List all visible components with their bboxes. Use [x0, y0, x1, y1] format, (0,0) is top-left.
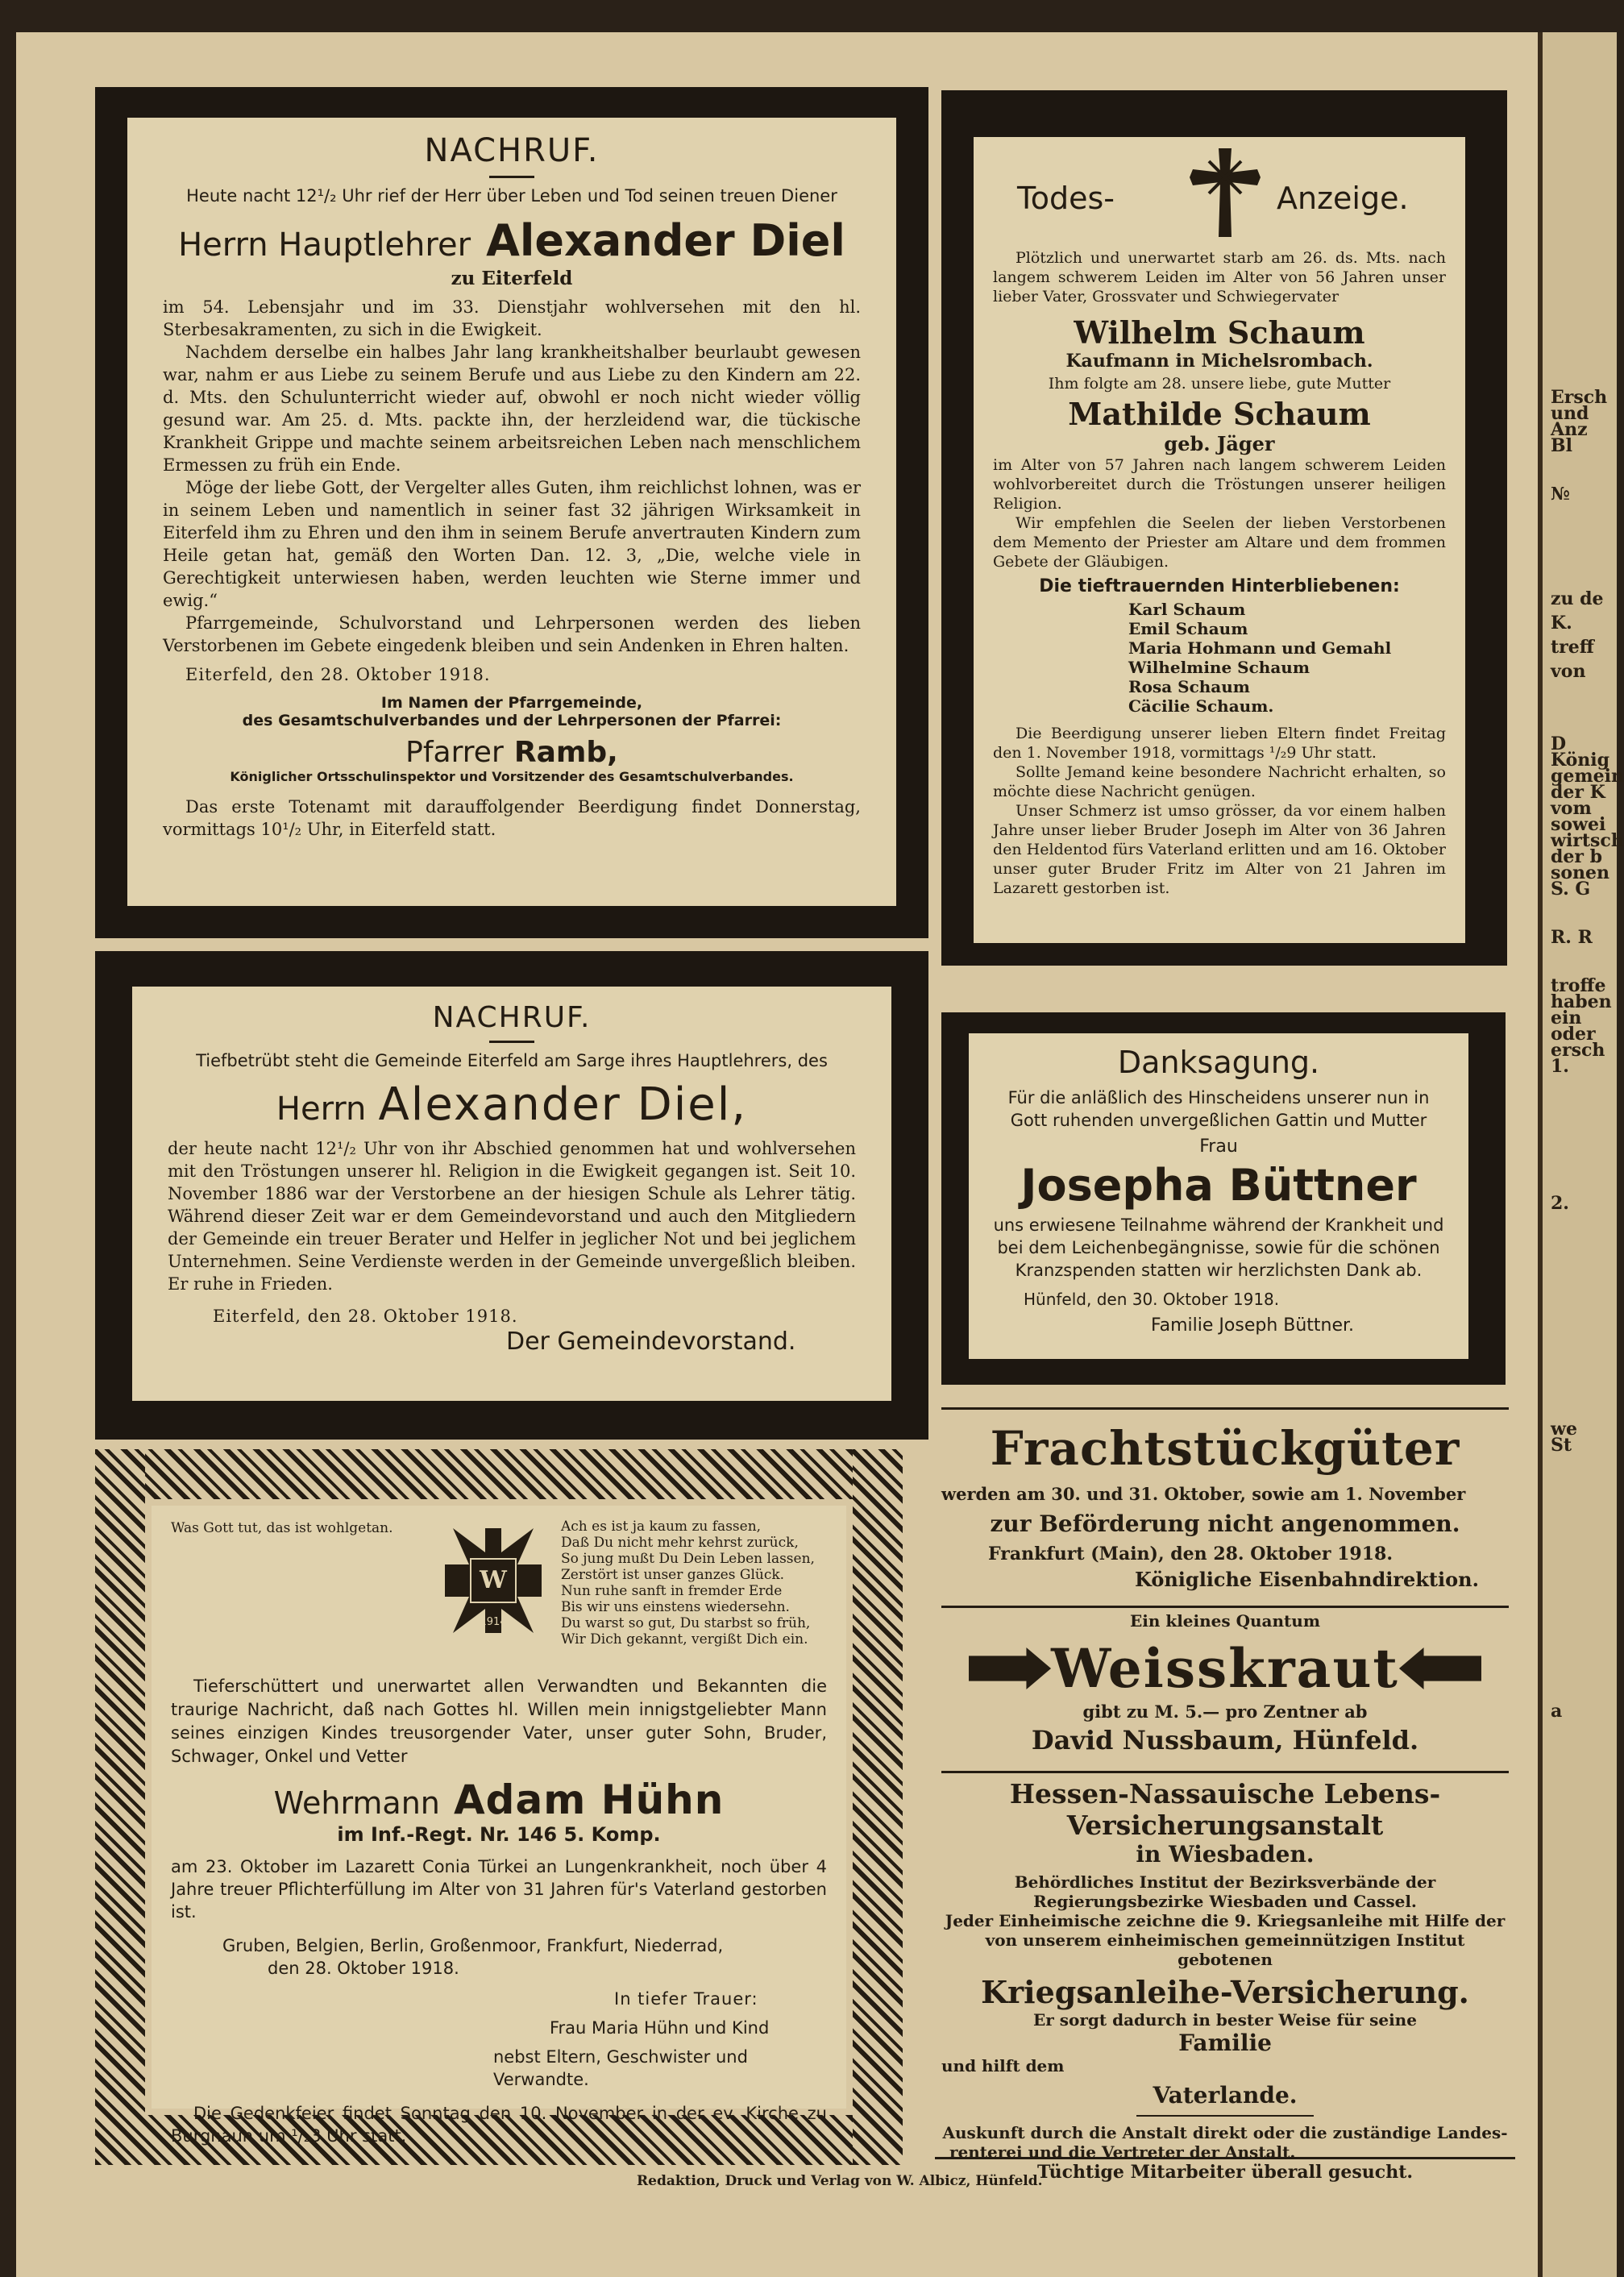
next-page-fragment: zu de [1551, 588, 1604, 609]
iron-cross-icon [437, 1520, 550, 1641]
todes-para3: Die Beerdigung unserer lieben Eltern findet Freitag den 1. November 1918, vormittags ¹/₂9 Uhr statt. [993, 725, 1446, 762]
nachruf1-para1: im 54. Lebensjahr und im 33. Dienstjahr wohlversehen mit den hl. Sterbesakramenten, zu sich in die Ewigkeit. [163, 297, 861, 339]
nachruf-diel-gemeinde [95, 951, 928, 1440]
versich-familie: Familie [1178, 2030, 1272, 2056]
huehn-name-line [171, 1776, 827, 1823]
next-page-fragment: we [1551, 1419, 1577, 1440]
next-page-fragment: treff [1551, 637, 1594, 658]
next-page-fragment: St [1551, 1435, 1572, 1456]
next-page-fragment: der b [1551, 846, 1603, 867]
nachruf1-para2: Nachdem derselbe ein halbes Jahr lang krankheitshalber beurlaubt gewesen war, nahm er aus Liebe zu seinem Berufe und aus Liebe zu den Kindern am 22. d. Mts. den Schulunterricht wieder auf, obwohl er noch nicht wieder völlig gesund war. Am 25. d. Mts. packte ihn, der herzleidend war, die tückische Krankheit Grippe und machte seinem arbeitsreichen Leben nach menschlichem Ermessen zu früh ein Ende. [163, 343, 861, 475]
versich-title: Hessen-Nassauische Lebens-Versicherungsanstalt [1009, 1778, 1441, 1841]
weiss-title: Weisskraut [1051, 1637, 1399, 1700]
poem-line: Zerstört ist unser ganzes Glück. [561, 1567, 785, 1583]
versich-headline: Kriegsanleihe-Versicherung. [981, 1974, 1469, 2010]
weiss-seller: David Nussbaum, Hünfeld. [1031, 1725, 1419, 1756]
huehn-poem [561, 1519, 815, 1648]
next-page-fragment: gemein [1551, 766, 1624, 787]
mourner-name: Emil Schaum [1128, 619, 1248, 638]
footer-rule [935, 2157, 1515, 2159]
todes-follow: Ihm folgte am 28. unsere liebe, gute Mutter [1048, 375, 1391, 393]
next-page-fragment: Ersch [1551, 387, 1608, 408]
next-page-fragment: № [1551, 484, 1570, 505]
next-page-fragment: wirtsch [1551, 830, 1624, 851]
dank-signer: Familie Joseph Büttner. [1151, 1315, 1355, 1336]
iron-cross-year: 1914 [480, 1616, 507, 1628]
poem-line: Nun ruhe sanft in fremder Erde [561, 1583, 783, 1599]
versich-vaterland: Vaterlande. [1153, 2082, 1298, 2109]
next-page-fragment: haben [1551, 991, 1612, 1012]
versich-l6: und hilft dem [941, 2056, 1065, 2075]
next-page-fragment: der K [1551, 782, 1605, 803]
next-page-fragment: troffe [1551, 975, 1606, 996]
next-page-fragment: König [1551, 750, 1610, 771]
next-page-fragment: Anz [1551, 419, 1588, 440]
anzeige-versicherungsanstalt [941, 1773, 1509, 2183]
versich-l1: Behördliches Institut der Bezirksverbände der [1014, 1872, 1436, 1892]
nachruf2-para: der heute nacht 12¹/₂ Uhr von ihr Abschied genommen hat und wohlversehen mit den Tröstungen unserer hl. Religion in die Ewigkeit gegangen ist. Seit 10. November 1886 war der Verstorbene an der hiesigen Schule als Lehrer tätig. Während dieser Zeit war er dem Gemeindevorstand und auch den Mitgliedern der Gemeinde ein treuer Berater und Helfer in jeglicher Not und bei jeglichem Unternehmen. Seine Verdienste werden in der Gemeinde unvergeßlich bleiben. Er ruhe in Frieden. [168, 1139, 856, 1294]
next-page-fragment: und [1551, 403, 1589, 424]
nachruf1-para4: Pfarrgemeinde, Schulvorstand und Lehrpersonen werden des lieben Verstorbenen im Gebete eingedenk bleiben und sein Andenken in Ehren halten. [163, 613, 861, 655]
next-page-fragment: a [1551, 1701, 1563, 1722]
huehn-widow: Frau Maria Hühn und Kind [550, 2018, 770, 2038]
huehn-name-prefix: Wehrmann [273, 1785, 440, 1821]
todes-para1: im Alter von 57 Jahren nach langem schwerem Leiden wohlvorbereitet durch die Tröstungen unserer heiligen Religion. [993, 456, 1446, 513]
versich-l8: renterei und die Vertreter der Anstalt. [949, 2142, 1296, 2162]
todes-mourners-title: Die tieftrauernden Hinterbliebenen: [1039, 576, 1400, 596]
todes-para5: Unser Schmerz ist umso grösser, da vor einem halben Jahre unser lieber Bruder Joseph im Alter von 36 Jahren den Heldentod fürs Vaterland erlitten und am 16. Oktober unser guter Bruder Fritz im Alter von 21 Jahren im Lazarett gestorben ist. [993, 802, 1446, 897]
todes-anzeige-schaum [941, 90, 1507, 966]
next-page-fragment: sonen [1551, 862, 1610, 883]
versich-l4: von unserem einheimischen gemeinnützigen Institut gebotenen [985, 1930, 1465, 1969]
nachruf1-name-prefix: Herrn Hauptlehrer [178, 226, 471, 264]
next-page-fragment: von [1551, 661, 1586, 682]
next-page-fragment: oder [1551, 1024, 1596, 1045]
versich-l2: Regierungsbezirke Wiesbaden und Cassel. [1033, 1892, 1417, 1911]
dank-intro: Für die anläßlich des Hinscheidens unserer nun in Gott ruhenden unvergeßlichen Gattin und Mutter [1007, 1088, 1430, 1130]
anzeige-frachtstueckgueter [941, 1407, 1509, 1611]
poem-line: Ach es ist ja kaum zu fassen, [561, 1519, 762, 1535]
nachruf1-on-behalf-1: Im Namen der Pfarrgemeinde, [380, 694, 643, 712]
nachruf1-dateline: Eiterfeld, den 28. Oktober 1918. [185, 665, 491, 684]
nachruf1-signer: Ramb, [513, 736, 618, 769]
todes-name1: Wilhelm Schaum [1074, 314, 1365, 351]
dank-dateline: Hünfeld, den 30. Oktober 1918. [1024, 1290, 1280, 1309]
next-page-fragment: Bl [1551, 435, 1572, 456]
weiss-title-row [941, 1637, 1509, 1700]
next-page-fragment: sowei [1551, 814, 1606, 835]
fracht-line2: zur Beförderung nicht angenommen. [990, 1510, 1460, 1537]
nachruf-diel-pfarrei [95, 87, 928, 938]
next-page-fragment: K. [1551, 613, 1572, 634]
next-page-edge [1538, 32, 1624, 2277]
todes-name1-sub: Kaufmann in Michelsrombach. [1065, 351, 1373, 372]
next-page-fragment: 1. [1551, 1056, 1569, 1077]
huehn-regiment: im Inf.-Regt. Nr. 146 5. Komp. [337, 1823, 661, 1846]
todes-name2: Mathilde Schaum [1068, 396, 1371, 432]
todes-title-left: Todes- [1017, 181, 1115, 216]
next-page-fragment: vom [1551, 798, 1592, 819]
anzeige-weisskraut [941, 1606, 1509, 1773]
poem-line: So jung mußt Du Dein Leben lassen, [561, 1551, 815, 1567]
nachruf2-dateline: Eiterfeld, den 28. Oktober 1918. [213, 1307, 518, 1326]
pointing-hand-left-icon [1399, 1648, 1481, 1689]
next-page-fragment: S. G [1551, 879, 1591, 900]
mourner-name: Wilhelmine Schaum [1128, 658, 1310, 677]
poem-line: Du warst so gut, Du starbst so früh, [561, 1615, 811, 1631]
nachruf1-funeral: Das erste Totenamt mit darauffolgender Beerdigung findet Donnerstag, vormittags 10¹/₂ Uhr, in Eiterfeld statt. [163, 797, 861, 839]
todes-title-row [993, 145, 1446, 248]
poem-line: Bis wir uns einstens wiedersehn. [561, 1599, 790, 1615]
mourner-name: Rosa Schaum [1128, 677, 1250, 696]
next-page-fragment: ein [1551, 1008, 1582, 1028]
nachruf1-intro: Heute nacht 12¹/₂ Uhr rief der Herr über Leben und Tod seinen treuen Diener [186, 186, 837, 206]
nachruf2-name-prefix: Herrn [276, 1091, 367, 1128]
versich-l3: Jeder Einheimische zeichne die 9. Kriegsanleihe mit Hilfe der [945, 1911, 1506, 1930]
huehn-name: Adam Hühn [453, 1776, 725, 1823]
nachruf1-signer-line [163, 736, 861, 769]
nachruf1-place: zu Eiterfeld [451, 268, 573, 289]
mourner-name: Karl Schaum [1128, 600, 1246, 619]
cross-icon [1185, 145, 1265, 240]
todes-para2: Wir empfehlen die Seelen der lieben Verstorbenen dem Memento der Priester am Altare und dem frommen Gebete der Gläubigen. [993, 514, 1446, 571]
huehn-memorial: Die Gedenkfeier findet Sonntag den 10. November in der ev. Kirche zu Burghaun um ¹/₂3 Uhr statt. [171, 2104, 827, 2146]
nachruf2-title: NACHRUF. [432, 1001, 592, 1034]
anzeige-huehn [95, 1449, 903, 2165]
next-page-fragment: 2. [1551, 1193, 1569, 1214]
mourner-name: Maria Hohmann und Gemahl [1128, 638, 1392, 658]
pointing-hand-right-icon [969, 1648, 1051, 1689]
huehn-mourning: In tiefer Trauer: [614, 1989, 758, 2009]
huehn-places: Gruben, Belgien, Berlin, Großenmoor, Frankfurt, Niederrad, [222, 1936, 724, 1955]
versich-l5: Er sorgt dadurch in bester Weise für seine [1033, 2010, 1417, 2030]
todes-intro: Plötzlich und unerwartet starb am 26. ds. Mts. nach langem schwerem Leiden im Alter von 56 Jahren unser lieber Vater, Grossvater und Schwiegervater [993, 249, 1446, 305]
nachruf1-name: Alexander Diel [486, 215, 845, 266]
fracht-line3: Frankfurt (Main), den 28. Oktober 1918. [988, 1544, 1393, 1564]
huehn-para: am 23. Oktober im Lazarett Conia Türkei an Lungenkrankheit, noch über 4 Jahre treuer Pflichterfüllung im Alter von 31 Jahren für's Vaterland gestorben ist. [171, 1857, 827, 1922]
huehn-motto: Was Gott tut, das ist wohlgetan. [171, 1520, 393, 1536]
nachruf2-name: Alexander Diel, [378, 1078, 748, 1131]
huehn-intro: Tieferschüttert und unerwartet allen Verwandten und Bekannten die traurige Nachricht, daß nach Gottes hl. Willen mein innigstgeliebter Mann seines einzigen Kindes treusorgender Vater, unser guter Sohn, Bruder, Schwager, Onkel und Vetter [171, 1677, 827, 1766]
iron-cross-letter: W [480, 1566, 507, 1594]
nachruf2-name-line [168, 1078, 856, 1131]
nachruf1-name-line [163, 215, 861, 266]
poem-line: Daß Du nicht mehr kehrst zurück, [561, 1535, 799, 1551]
fracht-line4: Königliche Eisenbahndirektion. [1135, 1568, 1479, 1591]
versich-l9: Tüchtige Mitarbeiter überall gesucht. [1036, 2162, 1414, 2183]
nachruf1-para3: Möge der liebe Gott, der Vergelter alles Guten, ihm reichlichst lohnen, was er in seinem Leben und namentlich in seiner fast 32 jährigen Wirksamkeit in Eiterfeld ihm zu Ehren und den ihm in seinem Berufe anvertrauten Kindern zum Heile getan hat, gemäß den Worten Dan. 12. 3, „Die, welche viele in Gerechtigkeit unterwiesen haben, werden leuchten wie Sterne immer und ewig.“ [163, 478, 861, 610]
nachruf2-signer: Der Gemeindevorstand. [506, 1328, 796, 1356]
todes-para4: Sollte Jemand keine besondere Nachricht erhalten, so möchte diese Nachricht genügen. [993, 763, 1446, 800]
next-page-fragment: D [1551, 733, 1567, 754]
fracht-title: Frachtstückgüter [990, 1421, 1460, 1476]
weiss-price: gibt zu M. 5.— pro Zentner ab [1082, 1702, 1368, 1722]
huehn-date: den 28. Oktober 1918. [268, 1959, 459, 1978]
nachruf1-signer-title: Königlicher Ortsschulinspektor und Vorsitzender des Gesamtschulverbandes. [230, 769, 794, 784]
todes-name2-sub: geb. Jäger [1164, 432, 1275, 455]
next-page-fragment: R. R [1551, 927, 1593, 948]
dank-name: Josepha Büttner [1020, 1160, 1417, 1211]
weiss-pre: Ein kleines Quantum [1129, 1611, 1320, 1631]
danksagung-buettner [941, 1012, 1506, 1385]
fracht-line1: werden am 30. und 31. Oktober, sowie am 1. November [941, 1484, 1466, 1504]
dank-frau: Frau [1199, 1136, 1238, 1157]
todes-title-right: Anzeige. [1277, 181, 1409, 216]
nachruf1-signer-prefix: Pfarrer [405, 736, 504, 769]
huehn-family: nebst Eltern, Geschwister und Verwandte. [493, 2047, 748, 2089]
versich-l7: Auskunft durch die Anstalt direkt oder die zuständige Landes- [942, 2123, 1508, 2142]
versich-city: in Wiesbaden. [1136, 1841, 1315, 1868]
dank-para: uns erwiesene Teilnahme während der Krankheit und bei dem Leichenbegängnisse, sowie für die schönen Kranzspenden statten wir herzlichsten Dank ab. [993, 1215, 1444, 1280]
mourner-name: Cäcilie Schaum. [1128, 696, 1274, 716]
nachruf2-intro: Tiefbetrübt steht die Gemeinde Eiterfeld am Sarge ihres Hauptlehrers, des [196, 1051, 828, 1070]
next-page-fragment: ersch [1551, 1040, 1605, 1061]
dank-title: Danksagung. [1117, 1045, 1320, 1080]
poem-line: Wir Dich gekannt, vergißt Dich ein. [561, 1631, 808, 1648]
footer-imprint: Redaktion, Druck und Verlag von W. Albicz, Hünfeld. [637, 2173, 1043, 2189]
todes-mourners-list [1128, 600, 1446, 716]
nachruf1-title: NACHRUF. [424, 132, 600, 169]
nachruf1-on-behalf-2: des Gesamtschulverbandes und der Lehrpersonen der Pfarrei: [242, 712, 782, 729]
